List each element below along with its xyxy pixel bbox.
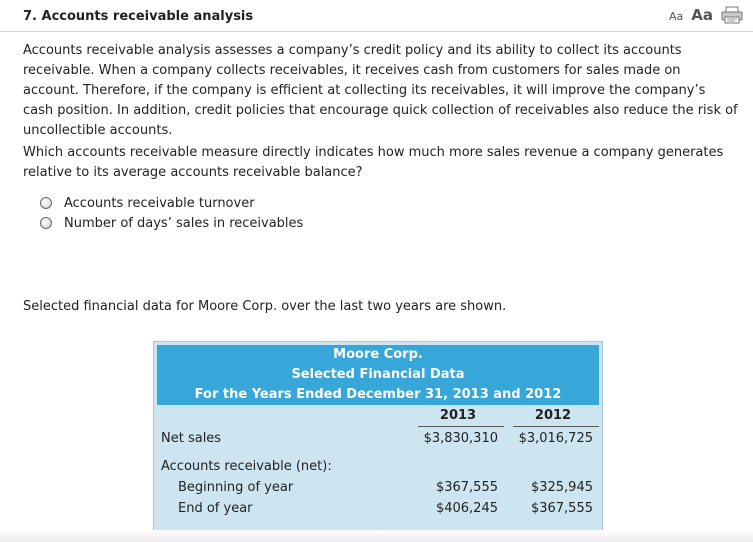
increase-text-size-button[interactable]: Aa xyxy=(691,6,713,24)
year-2012-underline xyxy=(513,426,599,427)
radio-button[interactable] xyxy=(40,197,52,209)
answer-options xyxy=(40,193,303,233)
beginning-of-year-label: Beginning of year xyxy=(178,480,294,495)
question-title: 7. Accounts receivable analysis xyxy=(23,9,254,24)
decrease-text-size-button[interactable]: Aa xyxy=(669,10,684,23)
option-days-sales-in-receivables[interactable] xyxy=(40,213,303,233)
end-of-year-2012: $367,555 xyxy=(530,501,593,516)
question-header xyxy=(0,0,753,32)
beginning-of-year-2013: $367,555 xyxy=(435,480,498,495)
net-sales-label: Net sales xyxy=(161,431,222,446)
data-intro-text: Selected financial data for Moore Corp. over the last two years are shown. xyxy=(23,299,507,314)
question-text: Which accounts receivable measure directly indicates how much more sales revenue a company generates relative to its average accounts receivable balance? xyxy=(23,145,724,180)
end-of-year-label: End of year xyxy=(178,501,253,516)
option-label: Number of days’ sales in receivables xyxy=(64,215,304,231)
printer-icon[interactable] xyxy=(721,6,743,24)
table-period: For the Years Ended December 31, 2013 and 2012 xyxy=(194,387,562,402)
header-tools xyxy=(669,6,743,24)
option-accounts-receivable-turnover[interactable] xyxy=(40,193,303,213)
year-2012-header: 2012 xyxy=(534,408,572,423)
option-label: Accounts receivable turnover xyxy=(64,195,255,211)
year-2013-header: 2013 xyxy=(439,408,477,423)
financial-data-table xyxy=(153,341,603,531)
page-bottom-edge xyxy=(0,530,753,542)
radio-button[interactable] xyxy=(40,217,52,229)
accounts-receivable-label: Accounts receivable (net): xyxy=(161,459,332,474)
intro-paragraph: Accounts receivable analysis assesses a company’s credit policy and its ability to collect its accounts receivable. When a company collects receivables, it receives cash from customers for sales made on account. Therefore, if the company is efficient at collecting its receivables, it will improve the company’s cash position. In addition, credit policies that encourage quick collection of receivables also reduce the risk of uncollectible accounts. xyxy=(23,43,738,138)
beginning-of-year-2012: $325,945 xyxy=(530,480,593,495)
net-sales-2012: $3,016,725 xyxy=(518,431,593,446)
company-name: Moore Corp. xyxy=(333,347,423,362)
table-subtitle: Selected Financial Data xyxy=(291,367,465,382)
year-2013-underline xyxy=(418,426,504,427)
table-header xyxy=(157,345,599,405)
net-sales-2013: $3,830,310 xyxy=(423,431,498,446)
end-of-year-2013: $406,245 xyxy=(435,501,498,516)
